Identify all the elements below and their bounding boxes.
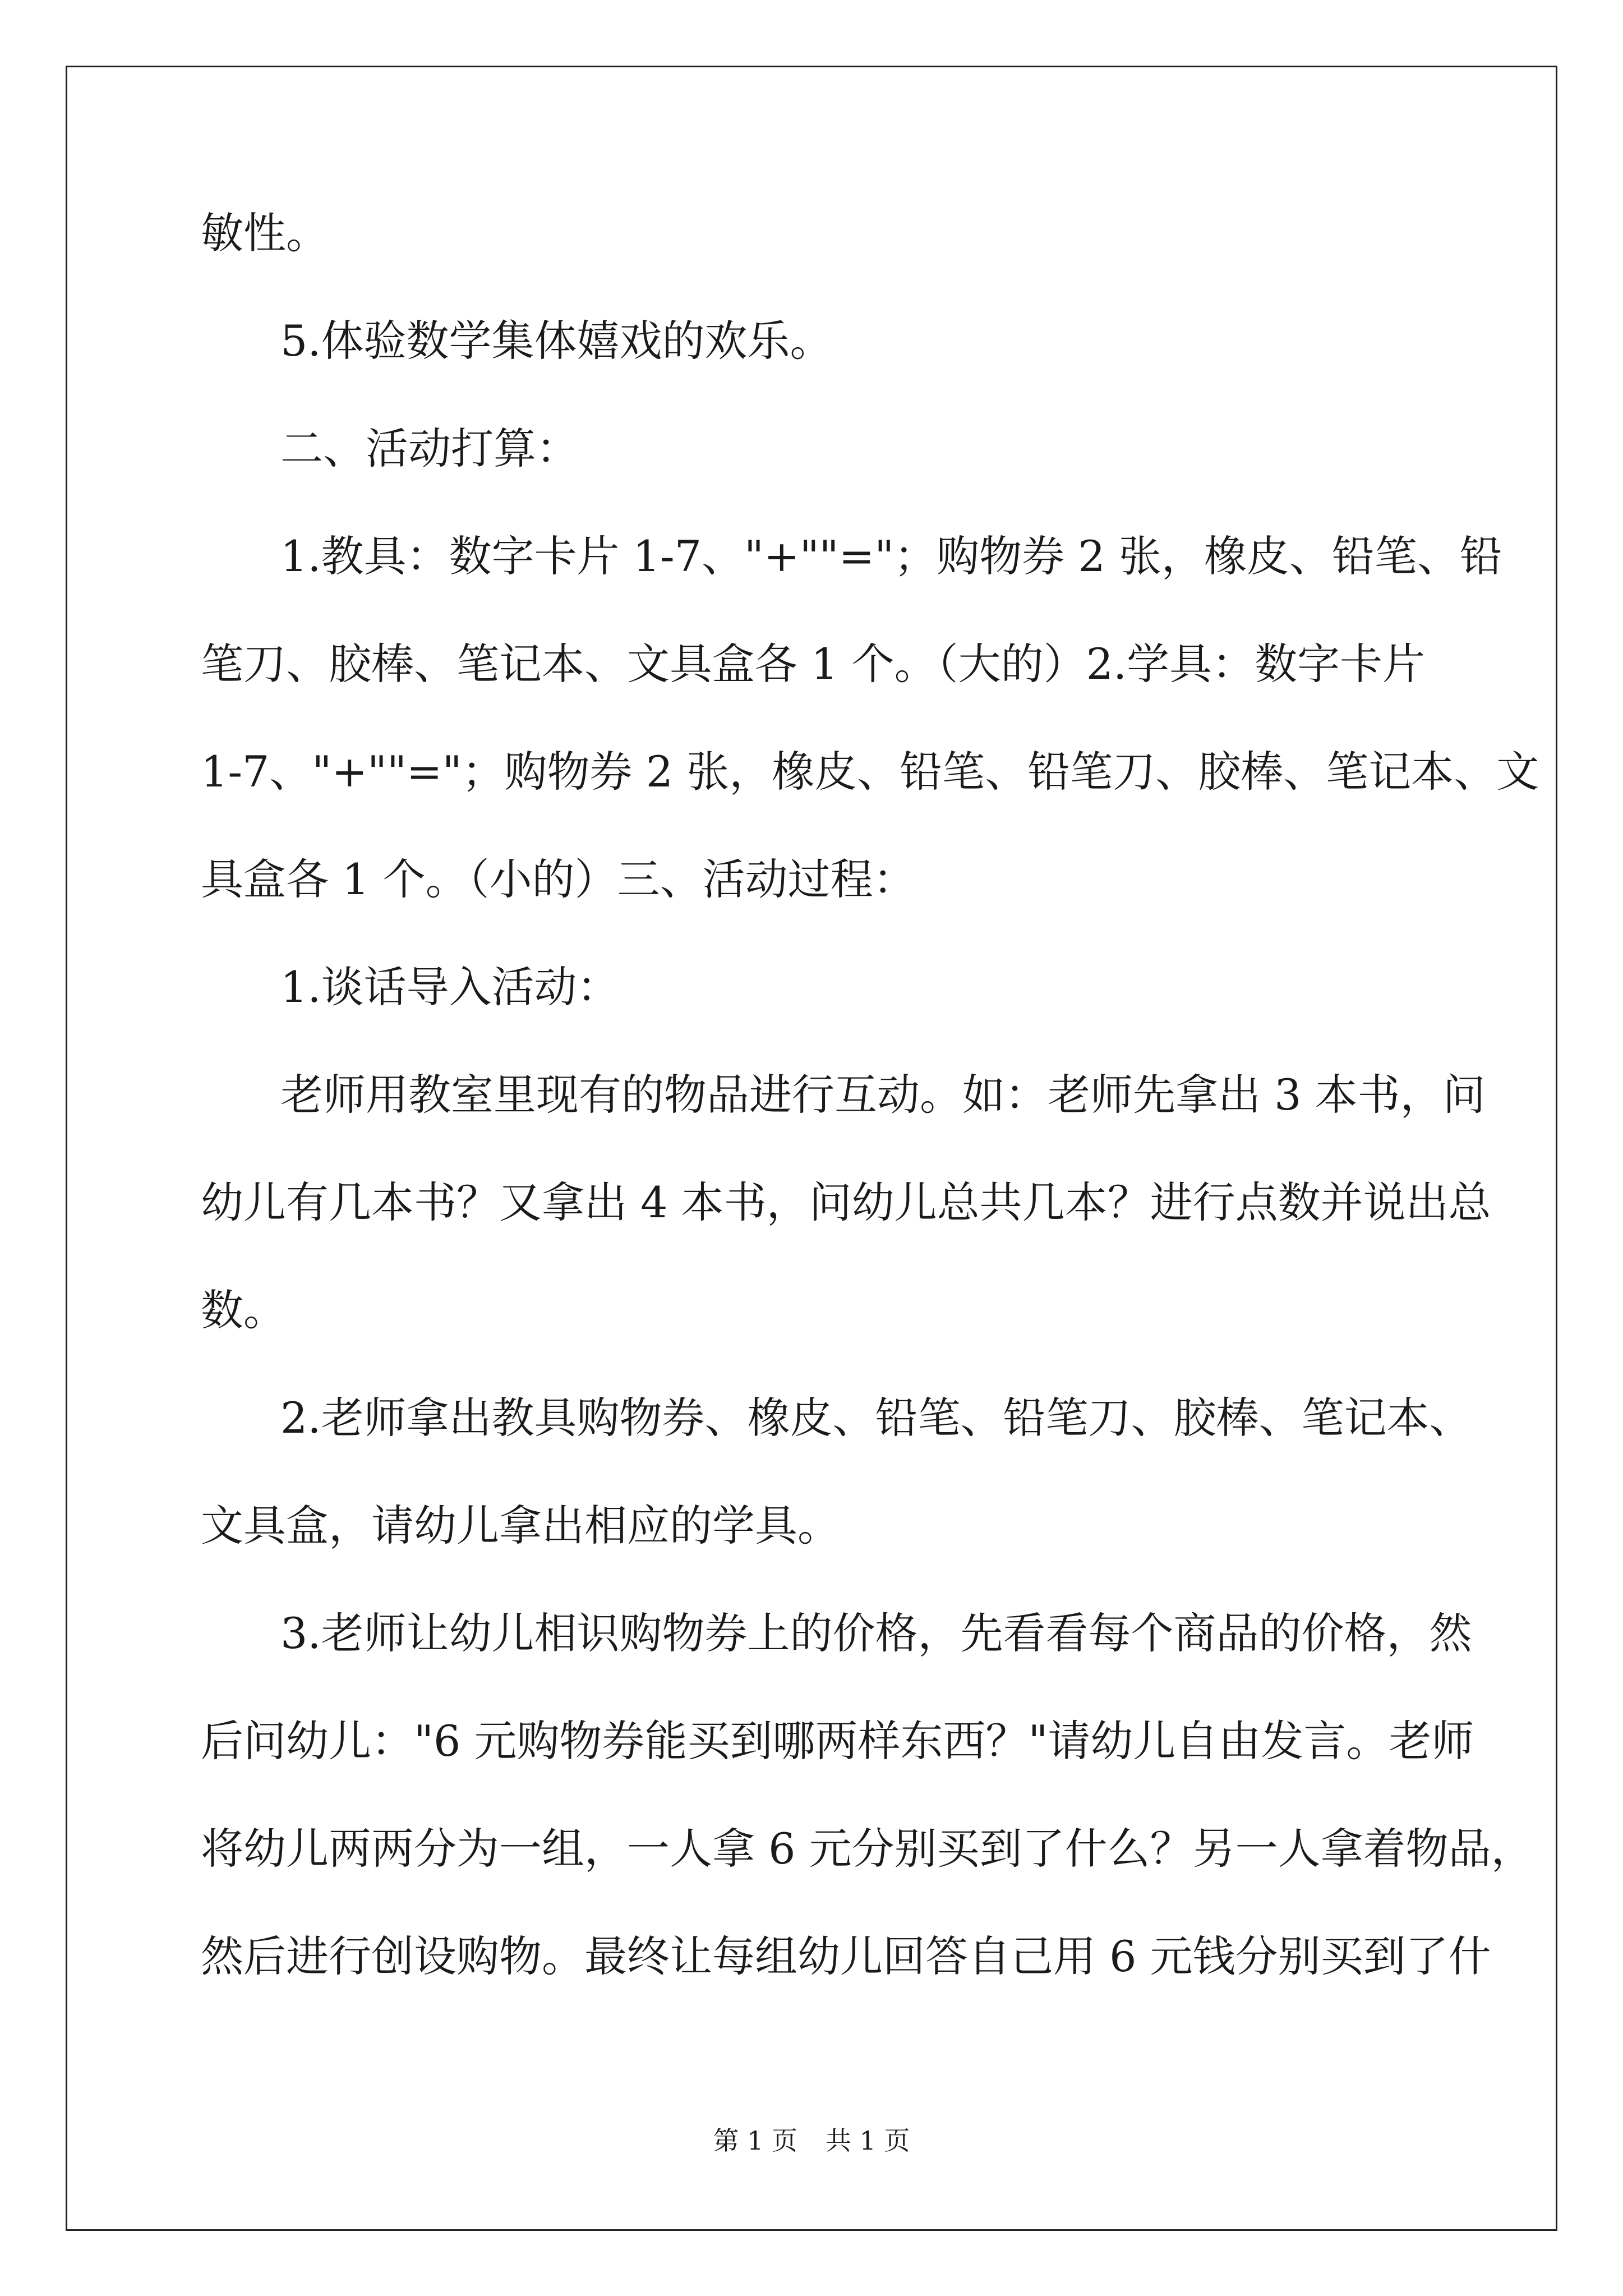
text-line: 数。	[201, 1285, 286, 1335]
text-line: 后问幼儿："6 元购物券能买到哪两样东西？"请幼儿自由发言。老师	[201, 1716, 1474, 1766]
text-line: 2.老师拿出教具购物券、橡皮、铅笔、铅笔刀、胶棒、笔记本、	[280, 1393, 1472, 1443]
text-line: 将幼儿两两分为一组，一人拿 6 元分别买到了什么？另一人拿着物品，	[201, 1824, 1534, 1874]
text-line: 老师用教室里现有的物品进行互动。如：老师先拿出 3 本书，问	[280, 1070, 1486, 1120]
text-line: 1.谈话导入活动：	[280, 962, 620, 1012]
text-line: 1-7、"+""="；购物券 2 张，橡皮、铅笔、铅笔刀、胶棒、笔记本、文	[201, 747, 1539, 797]
text-line: 文具盒，请幼儿拿出相应的学具。	[201, 1501, 840, 1550]
text-line: 3.老师让幼儿相识购物券上的价格，先看看每个商品的价格，然	[280, 1608, 1472, 1658]
text-line: 5.体验数学集体嬉戏的欢乐。	[280, 316, 833, 366]
text-line: 具盒各 1 个。（小的）三、活动过程：	[201, 854, 916, 904]
text-line: 二、活动打算：	[280, 424, 579, 473]
page-footer	[0, 2124, 1623, 2157]
page-number: 第 1 页	[713, 2125, 797, 2156]
text-line: 敏性。	[201, 208, 329, 258]
text-line: 1.教具：数字卡片 1-7、"+""="；购物券 2 张，橡皮、铅笔、铅	[280, 531, 1502, 581]
text-line: 然后进行创设购物。最终让每组幼儿回答自己用 6 元钱分别买到了什	[201, 1931, 1491, 1981]
page-border	[66, 66, 1557, 2231]
text-line: 笔刀、胶棒、笔记本、文具盒各 1 个。（大的）2.学具：数字卡片	[201, 639, 1426, 689]
text-line: 幼儿有几本书？又拿出 4 本书，问幼儿总共几本？进行点数并说出总	[201, 1177, 1491, 1227]
page-total: 共 1 页	[826, 2125, 910, 2156]
